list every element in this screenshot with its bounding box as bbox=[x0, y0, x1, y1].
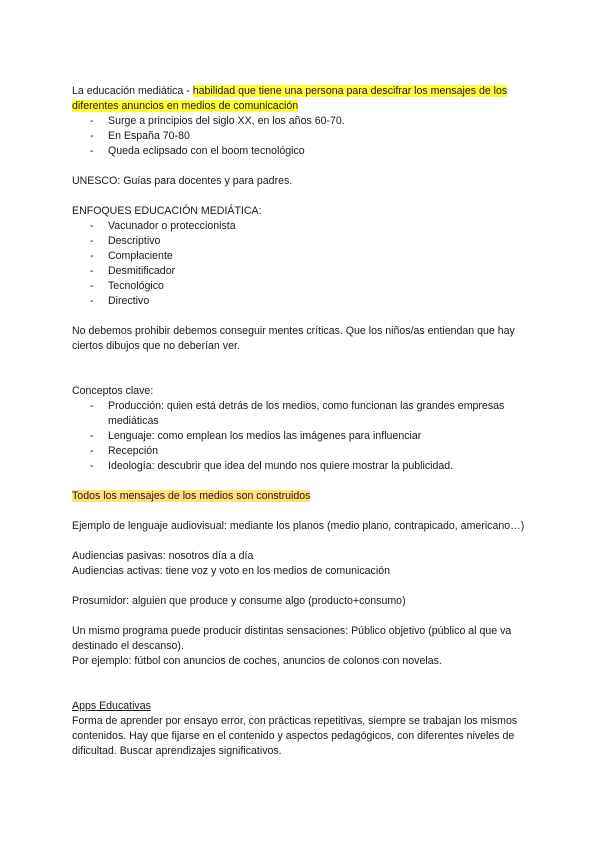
enfoques-list bbox=[72, 219, 532, 309]
programa-example: Por ejemplo: fútbol con anuncios de coches, anuncios de colonos con novelas. bbox=[72, 655, 442, 667]
criticas-paragraph: No debemos prohibir debemos conseguir mentes críticas. Que los niños/as entiendan que hay ciertos dibujos que no deberían ver. bbox=[72, 325, 515, 352]
apps-title: Apps Educativas bbox=[72, 700, 151, 712]
list-item: - Ideología: descubrir que idea del mundo nos quiere mostrar la publicidad. bbox=[90, 460, 454, 472]
list-item-text: Desmitificador bbox=[108, 265, 176, 277]
document-body bbox=[72, 84, 532, 759]
prosumidor-line: Prosumidor: alguien que produce y consume algo (producto+consumo) bbox=[72, 595, 406, 607]
list-item-text: Directivo bbox=[108, 295, 150, 307]
list-item: - Tecnológico bbox=[90, 280, 164, 292]
list-item-text: Recepción bbox=[108, 445, 159, 457]
list-item: - Desmitificador bbox=[90, 265, 176, 277]
conceptos-list bbox=[72, 399, 532, 474]
lenguaje-audiovisual-paragraph: Ejemplo de lenguaje audiovisual: mediante los planos (medio plano, contrapicado, americano…) bbox=[72, 520, 525, 532]
audiencias-pasivas: Audiencias pasivas: nosotros día a día bbox=[72, 550, 254, 562]
list-item: - Directivo bbox=[90, 295, 150, 307]
intro-prefix: La educación mediática - bbox=[72, 85, 193, 97]
list-item-text: Producción: quien está detrás de los medios, como funcionan las grandes empresas mediáticas bbox=[108, 400, 505, 427]
list-item: - Surge a principios del siglo XX, en los años 60-70. bbox=[90, 115, 345, 127]
conceptos-title: Conceptos clave: bbox=[72, 385, 154, 397]
list-item: - Producción: quien está detrás de los medios, como funcionan las grandes empresas mediáticas bbox=[90, 400, 505, 427]
construidos-line bbox=[72, 489, 532, 504]
list-item-text: Vacunador o proteccionista bbox=[108, 220, 236, 232]
list-item-text: Tecnológico bbox=[108, 280, 164, 292]
audiencias-activas: Audiencias activas: tiene voz y voto en los medios de comunicación bbox=[72, 565, 390, 577]
intro-paragraph bbox=[72, 84, 532, 114]
programa-paragraph: Un mismo programa puede producir distintas sensaciones: Público objetivo (público al que va destinado el descanso). bbox=[72, 625, 512, 652]
list-item: - Lenguaje: como emplean los medios las imágenes para influenciar bbox=[90, 430, 422, 442]
list-item-text: Queda eclipsado con el boom tecnológico bbox=[108, 145, 305, 157]
intro-highlight: habilidad que tiene una persona para descifrar los mensajes de los diferentes anuncios en medios de comunicación bbox=[72, 85, 508, 112]
list-item-text: Descriptivo bbox=[108, 235, 161, 247]
list-item-text: Lenguaje: como emplean los medios las imágenes para influenciar bbox=[108, 430, 422, 442]
list-item: - Vacunador o proteccionista bbox=[90, 220, 236, 232]
list-item-text: Surge a principios del siglo XX, en los años 60-70. bbox=[108, 115, 345, 127]
list-item: - Queda eclipsado con el boom tecnológico bbox=[90, 145, 305, 157]
construidos-highlight: Todos los mensajes de los medios son construidos bbox=[72, 490, 311, 502]
enfoques-title: ENFOQUES EDUCACIÓN MEDIÁTICA: bbox=[72, 205, 262, 217]
unesco-line: UNESCO: Guías para docentes y para padres. bbox=[72, 175, 293, 187]
list-item-text: Complaciente bbox=[108, 250, 173, 262]
list-item: - Descriptivo bbox=[90, 235, 161, 247]
intro-list bbox=[72, 114, 532, 159]
list-item-text: Ideología: descubrir que idea del mundo nos quiere mostrar la publicidad. bbox=[108, 460, 454, 472]
apps-body: Forma de aprender por ensayo error, con prácticas repetitivas, siempre se trabajan los mismos contenidos. Hay que fijarse en el contenido y aspectos pedagógicos, con diferentes niveles de dificultad. Buscar aprendizajes significativos. bbox=[72, 715, 518, 757]
list-item: - Recepción bbox=[90, 445, 159, 457]
list-item: - En España 70-80 bbox=[90, 130, 190, 142]
list-item: - Complaciente bbox=[90, 250, 173, 262]
list-item-text: En España 70-80 bbox=[108, 130, 190, 142]
